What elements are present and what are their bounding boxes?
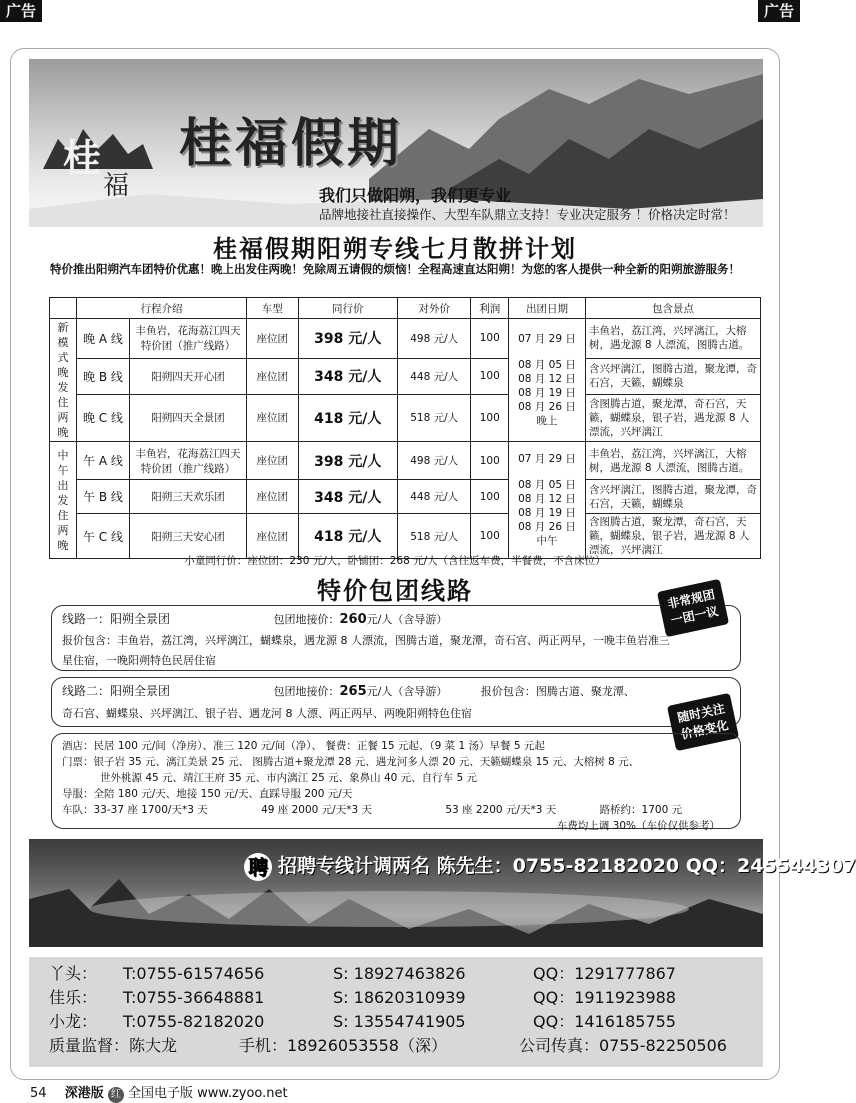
fleet-item: 53 座 2200 元/天*3 天 [445,804,557,816]
contact-mobile: S: 13554741905 [333,1012,466,1031]
hotel-info: 酒店：民居 100 元/间（净房）、准三 120 元/间（净）、 餐费：正餐 15 元起、（9 菜 1 汤）早餐 5 元起 [62,740,545,752]
date: 08 月 12 日 [518,373,576,385]
date: 08 月 26 日 [518,521,576,533]
route-includes-head: 报价包含：图腾古道、聚龙潭、 [480,685,635,698]
retail-price: 448 元/人 [397,480,471,514]
ticket-info-cont: 世外桃源 45 元、靖江王府 35 元、市内漓江 25 元、象鼻山 40 元、自行车 5 元 [100,772,477,784]
car-type: 座位团 [247,480,299,514]
section-title: 特价包团线路 [317,577,473,605]
contact-row [49,1009,676,1032]
ticket-info: 门票：银子岩 35 元、漓江美景 25 元、 图腾古道+聚龙潭 28 元、遇龙河多人漂 20 元、天籁蝴蝶泉 15 元、大榕树 8 元、 [62,756,640,768]
retail-price: 498 元/人 [397,319,471,359]
contact-qq: QQ：1911923988 [533,988,676,1007]
table-row [50,358,761,394]
slogan: 我们只做阳朔，我们更专业 [319,186,512,205]
badge-line: 随时关注 [676,701,727,726]
fleet-info [62,802,730,818]
spots: 丰鱼岩，荔江湾，兴坪漓江，大榕树，遇龙源 8 人漂流，图腾古道。 [586,442,761,480]
contact-row [49,985,676,1008]
contact-name: 小龙： [49,1012,98,1031]
peer-price: 348 元/人 [298,480,397,514]
group-label: 中午出发住两晚 [50,442,77,559]
contact-row [49,961,676,984]
peer-price: 398 元/人 [298,442,397,480]
supervisor-row [49,1033,727,1056]
profit: 100 [471,358,509,394]
recruit-text [244,851,856,881]
page-footer [30,1082,288,1103]
edition: 深港版 [64,1086,104,1101]
contact-qq: QQ：1291777867 [533,964,676,983]
profit: 100 [471,319,509,359]
peer-price: 418 元/人 [298,514,397,559]
fleet-note: 车费均上调 30%（车价仅供参考） [556,820,720,832]
website: 全国电子版 www.zyoo.net [127,1086,288,1101]
intro-text: 特价推出阳朔汽车团特价优惠！晚上出发住两晚！免除周五请假的烦恼！全程高速直达阳朔！为您的客人提供一种全新的阳朔旅游服务！ [50,262,740,276]
badge-line: 一团一议 [669,603,720,628]
col-header: 出团日期 [509,298,586,319]
profit: 100 [471,442,509,480]
col-header: 车型 [247,298,299,319]
route-one-box [51,605,741,671]
brand-logo [43,99,153,199]
company-fax: 公司传真：0755-82250506 [519,1036,727,1055]
route-includes: 奇石宫、蝴蝶泉、兴坪漓江、银子岩、遇龙河 8 人漂、两正两早、两晚阳朔特色住宿 [62,707,472,720]
page-number: 54 [30,1086,47,1101]
edition-mark-icon: 红 [108,1087,124,1103]
logo-char-small: 福 [103,171,130,201]
retail-price: 448 元/人 [397,358,471,394]
peer-price: 398 元/人 [298,319,397,359]
child-price-note: 小童同行价：座位团：230 元/人，卧铺团：268 元/人（含往返车费，半餐费，不含床位） [184,555,606,567]
brand-name: 桂福假期 [179,113,404,174]
contact-name: 佳乐： [49,988,98,1007]
recruit-line: 招聘专线计调两名 陈先生：0755-82182020 QQ：245544307 [278,855,856,877]
date: 08 月 05 日 [518,479,576,491]
car-type: 座位团 [247,358,299,394]
schedule-table [49,297,761,559]
spots: 丰鱼岩，荔江湾，兴坪漓江，大榕树，遇龙源 8 人漂流，图腾古道。 [586,319,761,359]
table-header-row [50,298,761,319]
line-name: 午 A 线 [77,442,130,480]
line-intro: 丰鱼岩，花海荔江四天特价团（推广线路） [130,442,247,480]
price-unit: 元/人（含导游） [366,685,448,698]
route-includes: 报价包含：丰鱼岩，荔江湾，兴坪漓江，蝴蝶泉，遇龙源 8 人漂流，图腾古道，聚龙潭，奇石宫、两正两早，一晚丰鱼岩准三星住宿，一晚阳朔特色民居住宿 [62,634,670,667]
car-type: 座位团 [247,514,299,559]
ad-frame [10,48,856,1080]
line-name: 午 B 线 [77,480,130,514]
fleet-item: 路桥约：1700 元 [599,804,683,816]
retail-price: 518 元/人 [397,394,471,441]
date: 07 月 29 日 [518,333,576,345]
spots: 含图腾古道，聚龙潭，奇石宫，天籁，蝴蝶泉，银子岩，遇龙源 8 人漂流，兴坪漓江 [586,394,761,441]
col-header: 包含景点 [586,298,761,319]
fleet-item: 49 座 2000 元/天*3 天 [261,804,372,816]
table-row [50,394,761,441]
profit: 100 [471,480,509,514]
price-info-box [51,733,741,832]
col-header: 对外价 [397,298,471,319]
date: 08 月 19 日 [518,507,576,519]
line-intro: 阳朔四天开心团 [130,358,247,394]
price-label: 包团地接价： [273,685,340,698]
contact-qq: QQ：1416185755 [533,1012,676,1031]
line-intro: 阳朔四天全景团 [130,394,247,441]
spots: 含兴坪漓江，图腾古道，聚龙潭，奇石宫，天籁，蝴蝶泉 [586,480,761,514]
badge-line: 价格变化 [679,717,730,742]
line-name: 晚 C 线 [77,394,130,441]
date: 08 月 19 日 [518,387,576,399]
spots: 含图腾古道，聚龙潭，奇石宫，天籁，蝴蝶泉，银子岩，遇龙源 8 人漂流，兴坪漓江 [586,514,761,559]
ad-tag-left: 广告 [0,0,42,22]
table-row [50,480,761,514]
guide-info: 导服：全陪 180 元/天、地接 150 元/天、直踩导服 200 元/天 [62,788,353,800]
line-intro: 阳朔三天安心团 [130,514,247,559]
contact-panel [29,957,763,1067]
line-name: 晚 A 线 [77,319,130,359]
line-intro: 丰鱼岩，花海荔江四天特价团（推广线路） [130,319,247,359]
contact-mobile: S: 18927463826 [333,964,466,983]
date: 07 月 29 日 [518,453,576,465]
car-type: 座位团 [247,442,299,480]
table-row [50,514,761,559]
supervisor: 质量监督：陈大龙 [49,1036,178,1055]
retail-price: 498 元/人 [397,442,471,480]
ad-tag-right: 广告 [758,0,800,22]
logo-char-big: 桂 [63,135,102,180]
depart-dates [509,442,586,559]
badge-line: 非常规团 [666,587,717,612]
hero-banner [29,59,763,227]
table-row [50,442,761,480]
price-unit: 元/人（含导游） [366,613,448,626]
profit: 100 [471,514,509,559]
date: 08 月 12 日 [518,493,576,505]
recruit-icon: 聘 [244,853,272,881]
route-name: 线路二：阳朔全景团 [62,684,171,698]
col-header: 利润 [471,298,509,319]
recruit-banner [29,839,856,947]
peer-price: 418 元/人 [298,394,397,441]
contact-mobile: S: 18620310939 [333,988,466,1007]
table-corner [50,298,77,319]
route-two-box [51,677,741,727]
peer-price: 348 元/人 [298,358,397,394]
col-header: 同行价 [298,298,397,319]
supervisor-mobile: 手机：18926053558（深） [239,1036,447,1055]
price-label: 包团地接价： [273,613,340,626]
profit: 100 [471,394,509,441]
line-intro: 阳朔三天欢乐团 [130,480,247,514]
route-price: 260 [339,612,367,627]
contact-name: 丫头： [49,964,98,983]
date: 晚上 [536,415,558,427]
car-type: 座位团 [247,394,299,441]
route-name: 线路一：阳朔全景团 [62,612,171,626]
col-header: 行程介绍 [77,298,247,319]
retail-price: 518 元/人 [397,514,471,559]
group-label: 新模式晚发住两晚 [50,319,77,442]
date: 中午 [536,535,558,547]
date: 08 月 26 日 [518,401,576,413]
depart-dates [509,319,586,442]
date: 08 月 05 日 [518,359,576,371]
sub-slogan: 品牌地接社直接操作、大型车队鼎立支持！专业决定服务 ！价格决定时常！ [319,207,736,222]
contact-tel: T:0755-36648881 [123,988,265,1007]
fleet-item: 车队：33-37 座 1700/天*3 天 [62,804,208,816]
spots: 含兴坪漓江，图腾古道，聚龙潭，奇石宫，天籁，蝴蝶泉 [586,358,761,394]
contact-tel: T:0755-61574656 [123,964,265,983]
table-row [50,319,761,359]
line-name: 午 C 线 [77,514,130,559]
line-name: 晚 B 线 [77,358,130,394]
page-title: 桂福假期阳朔专线七月散拼计划 [213,235,577,263]
route-price: 265 [339,684,367,699]
car-type: 座位团 [247,319,299,359]
contact-tel: T:0755-82182020 [123,1012,265,1031]
